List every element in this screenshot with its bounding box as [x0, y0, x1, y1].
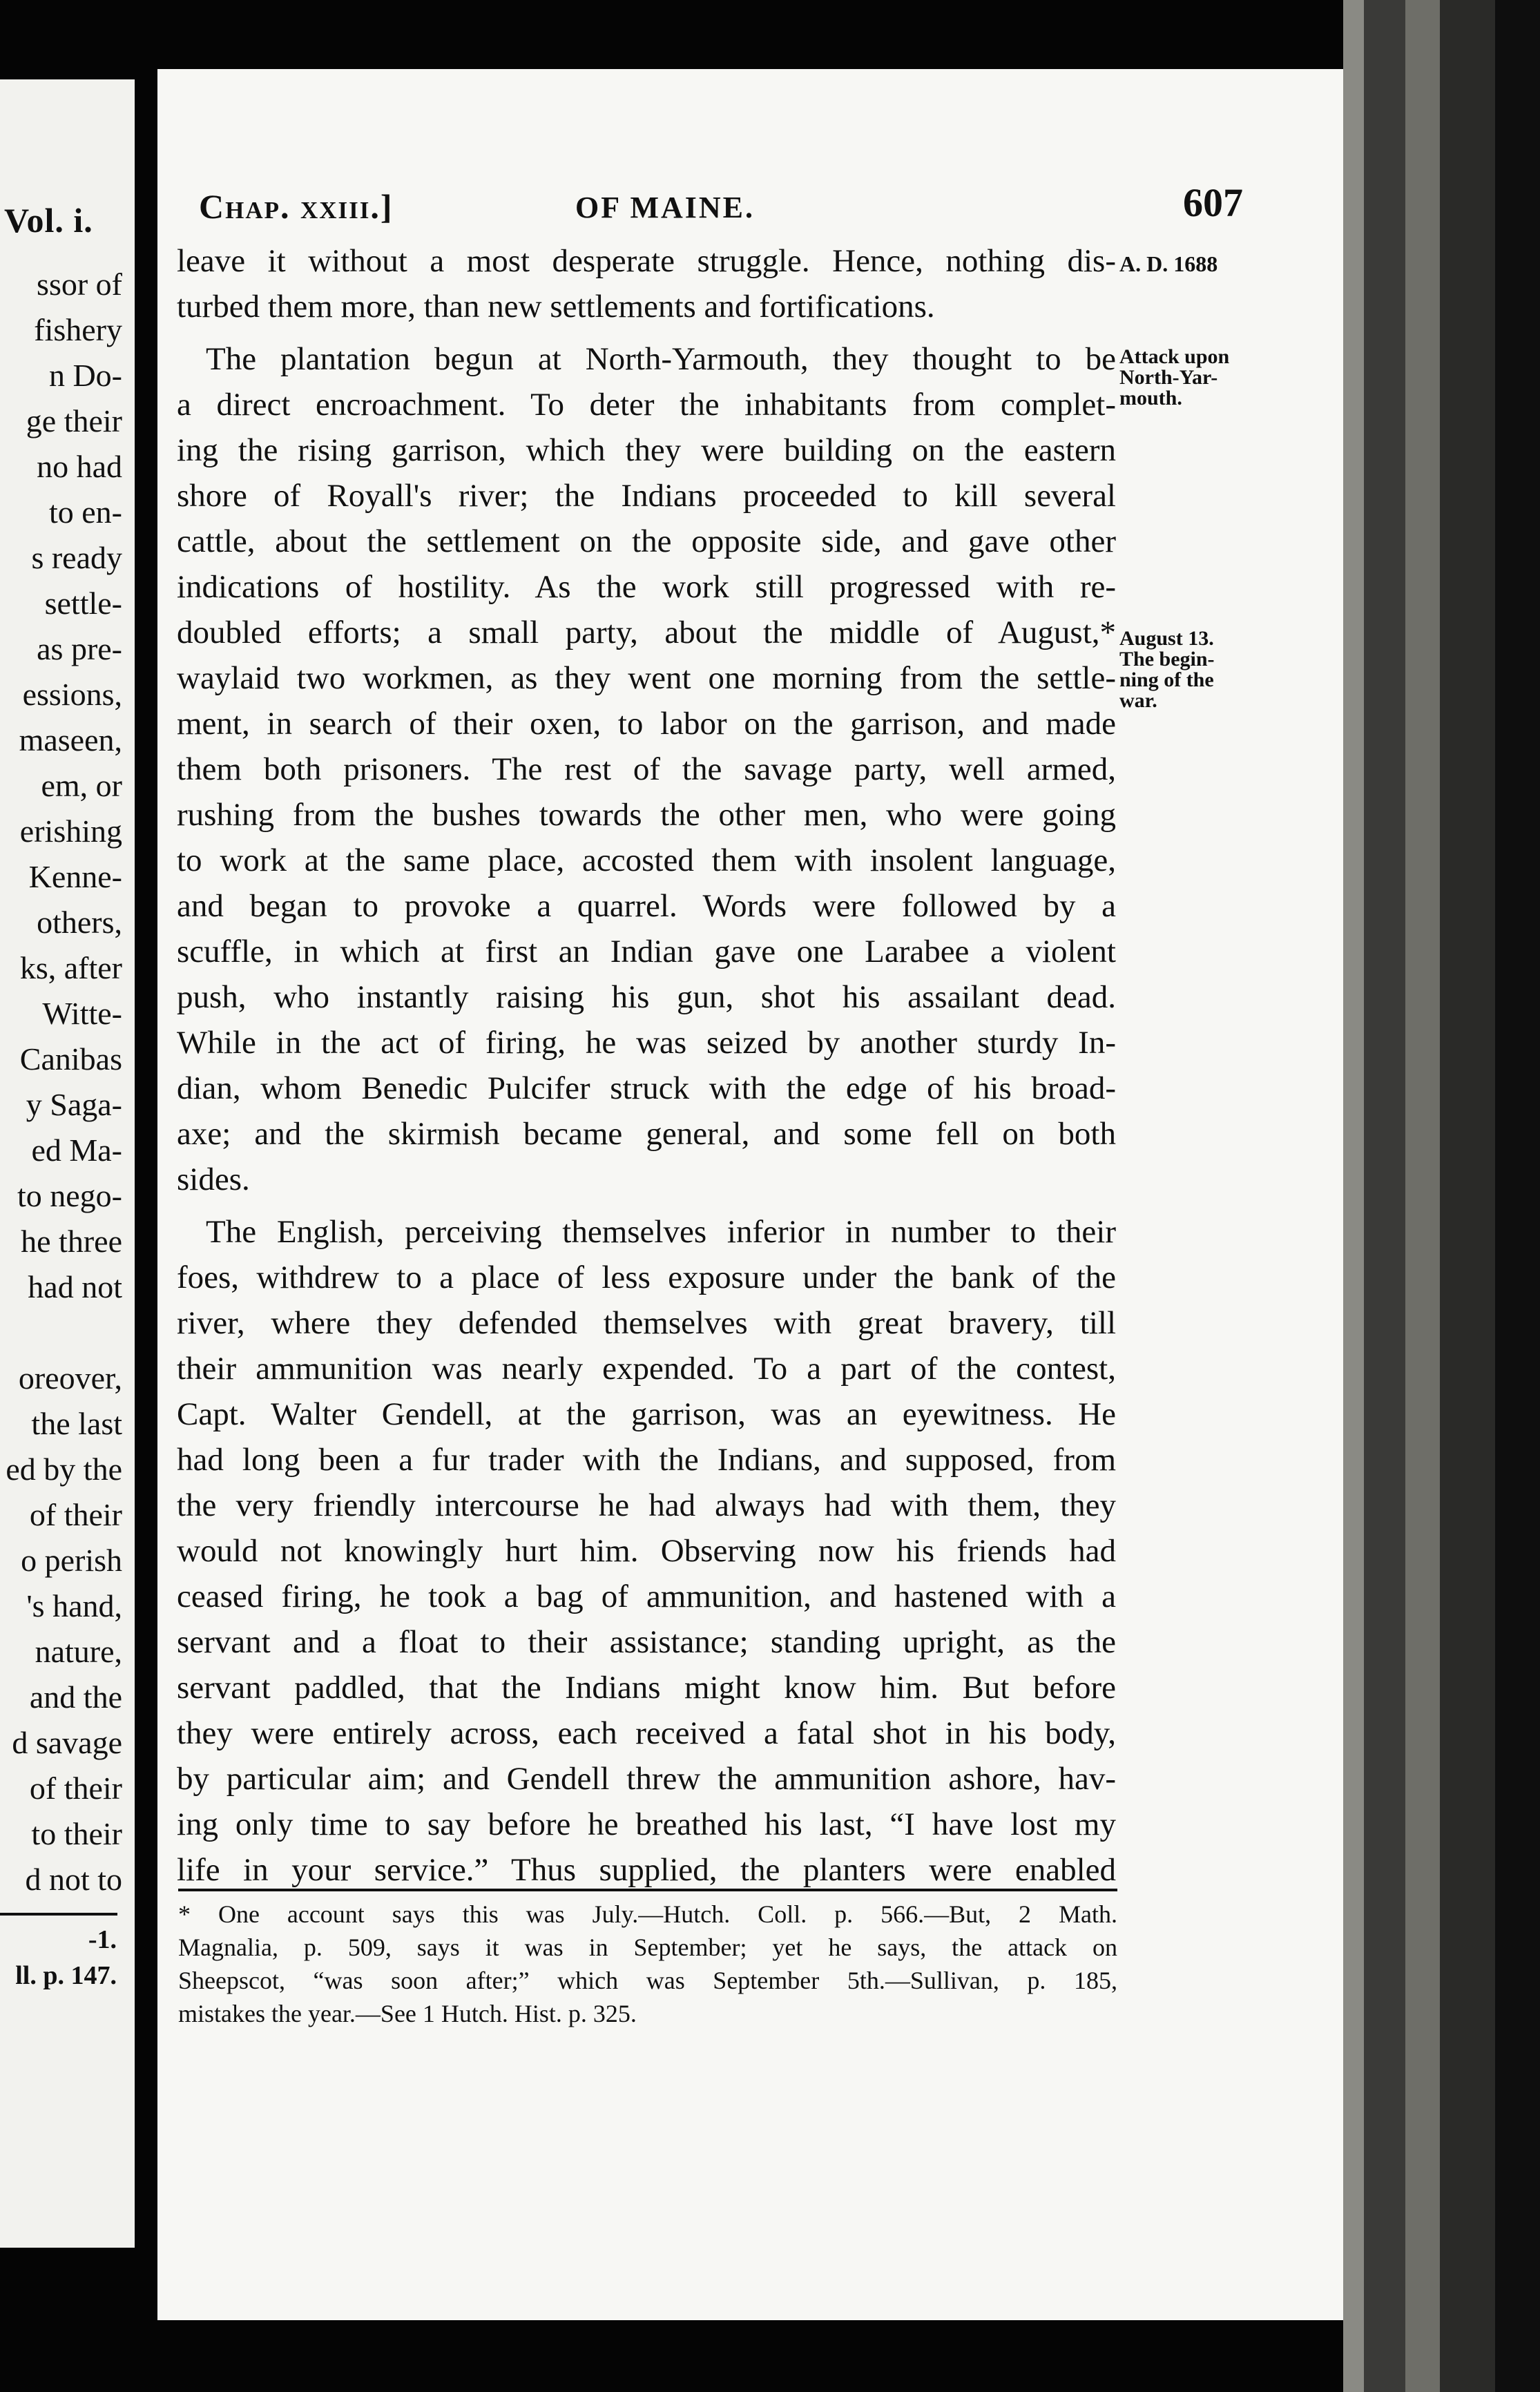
margin-note-line: August 13.	[1119, 627, 1214, 650]
left-text-line: to en-	[48, 494, 122, 530]
text-line: indications of hostility. As the work still progressed with re-	[177, 569, 1116, 605]
left-text-line: y Saga-	[26, 1087, 122, 1122]
text-line: dian, whom Benedic Pulcifer struck with the edge of his broad-	[177, 1070, 1116, 1106]
left-facing-page	[0, 79, 135, 2248]
footnote-line: mistakes the year.—See 1 Hutch. Hist. p. 325.	[178, 2000, 637, 2027]
left-text-line: nature,	[35, 1634, 122, 1669]
left-text-line: of their	[29, 1497, 122, 1532]
text-line: waylaid two workmen, as they went one morning from the settle-	[177, 660, 1116, 696]
text-line: rushing from the bushes towards the other men, who were going	[177, 797, 1116, 833]
margin-note-line: Attack upon	[1119, 345, 1230, 368]
text-line: them both prisoners. The rest of the savage party, well armed,	[177, 751, 1116, 787]
left-text-line: others,	[37, 905, 122, 940]
page-number: 607	[1183, 180, 1243, 225]
text-line: would not knowingly hurt him. Observing now his friends had	[177, 1533, 1116, 1569]
text-line: ing only time to say before he breathed his last, “I have lost my	[177, 1806, 1116, 1842]
text-line: While in the act of firing, he was seized by another sturdy In-	[177, 1025, 1116, 1061]
text-line: foes, withdrew to a place of less exposure under the bank of the	[177, 1260, 1116, 1295]
left-text-line: to nego-	[17, 1178, 122, 1213]
left-text-line: ed by the	[6, 1451, 122, 1487]
text-line: leave it without a most desperate struggle. Hence, nothing dis-	[177, 243, 1116, 279]
left-text-line: d savage	[12, 1725, 122, 1760]
text-line: The English, perceiving themselves inferior in number to their	[206, 1214, 1116, 1250]
left-text-line: the last	[31, 1406, 122, 1441]
text-line: axe; and the skirmish became general, and some fell on both	[177, 1116, 1116, 1152]
left-text-line: to their	[31, 1816, 122, 1851]
margin-note-line: The begin-	[1119, 648, 1215, 671]
text-line: river, where they defended themselves with great bravery, till	[177, 1305, 1116, 1341]
left-text-line: d not to	[25, 1862, 122, 1897]
left-text-line: as pre-	[37, 631, 122, 666]
left-text-line: em, or	[41, 768, 122, 803]
text-line: ment, in search of their oxen, to labor on the garrison, and made	[177, 706, 1116, 742]
left-text-line: Canibas	[19, 1041, 122, 1077]
footnote-rule	[178, 1889, 1117, 1891]
left-text-line: fishery	[34, 312, 122, 347]
left-text-line: ssor of	[37, 267, 122, 302]
running-head	[178, 180, 1343, 235]
left-text-line: he three	[21, 1224, 122, 1259]
margin-note-line: mouth.	[1119, 387, 1182, 409]
left-text-line: of their	[29, 1771, 122, 1806]
text-line: sides.	[177, 1161, 250, 1197]
left-text-line: ks, after	[19, 950, 122, 985]
left-text-line: settle-	[44, 586, 122, 621]
text-line: life in your service.” Thus supplied, the planters were enabled	[177, 1852, 1116, 1888]
text-line: had long been a fur trader with the Indians, and supposed, from	[177, 1442, 1116, 1478]
page-edges	[1343, 0, 1540, 2392]
text-line: a direct encroachment. To deter the inhabitants from complet-	[177, 387, 1116, 423]
text-line: by particular aim; and Gendell threw the ammunition ashore, hav-	[177, 1761, 1116, 1797]
left-text-line: ge their	[26, 403, 122, 438]
left-text-line: n Do-	[48, 358, 122, 393]
margin-note-line: ning of the	[1119, 668, 1214, 691]
footnote-line: Sheepscot, “was soon after;” which was September 5th.—Sullivan, p. 185,	[178, 1967, 1117, 1994]
text-line: servant and a float to their assistance; standing upright, as the	[177, 1624, 1116, 1660]
left-text-line: 's hand,	[26, 1588, 122, 1623]
left-footnote-line: ll. p. 147.	[15, 1961, 117, 1990]
chapter-heading: Chap. xxiii.]	[199, 187, 394, 226]
edge-band	[1495, 0, 1540, 2392]
text-line: doubled efforts; a small party, about the middle of August,*	[177, 615, 1116, 650]
text-line: The plantation begun at North-Yarmouth, they thought to be	[206, 341, 1116, 377]
left-text-line: s ready	[31, 540, 122, 575]
edge-band	[1343, 0, 1364, 2392]
text-line: shore of Royall's river; the Indians proceeded to kill several	[177, 478, 1116, 514]
left-page-header: Vol. i.	[4, 201, 93, 240]
left-footnote-line: -1.	[88, 1925, 117, 1954]
left-text-line: Kenne-	[28, 859, 122, 894]
book-page	[157, 69, 1343, 2320]
text-line: push, who instantly raising his gun, shot his assailant dead.	[177, 979, 1116, 1015]
left-text-line: maseen,	[19, 722, 122, 758]
text-line: the very friendly intercourse he had always had with them, they	[177, 1487, 1116, 1523]
left-text-line: no had	[37, 449, 122, 484]
text-line: they were entirely across, each received a fatal shot in his body,	[177, 1715, 1116, 1751]
book-title-heading: OF MAINE.	[575, 191, 755, 224]
left-text-line: o perish	[21, 1543, 122, 1578]
left-text-line: ed Ma-	[31, 1132, 122, 1168]
left-text-line: had not	[28, 1269, 122, 1304]
left-text-line: and the	[29, 1679, 122, 1715]
margin-note-attack	[1119, 347, 1258, 409]
text-line: scuffle, in which at first an Indian gave one Larabee a violent	[177, 934, 1116, 970]
text-line: to work at the same place, accosted them with insolent language,	[177, 842, 1116, 878]
left-footnote-rule	[0, 1913, 117, 1916]
text-line: and began to provoke a quarrel. Words were followed by a	[177, 888, 1116, 924]
footnote-line: * One account says this was July.—Hutch. Coll. p. 566.—But, 2 Math.	[178, 1900, 1117, 1928]
text-line: turbed them more, than new settlements and fortifications.	[177, 289, 935, 325]
left-text-line: erishing	[19, 813, 122, 849]
margin-note-line: war.	[1119, 689, 1157, 712]
text-line: cattle, about the settlement on the opposite side, and gave other	[177, 523, 1116, 559]
footnote-line: Magnalia, p. 509, says it was in September; yet he says, the attack on	[178, 1933, 1117, 1961]
text-line: ceased firing, he took a bag of ammunition, and hastened with a	[177, 1579, 1116, 1614]
edge-band	[1440, 0, 1495, 2392]
left-text-line: Witte-	[42, 996, 122, 1031]
text-line: their ammunition was nearly expended. To a part of the contest,	[177, 1351, 1116, 1387]
edge-band	[1364, 0, 1405, 2392]
edge-band	[1405, 0, 1440, 2392]
text-line: Capt. Walter Gendell, at the garrison, was an eyewitness. He	[177, 1396, 1116, 1432]
text-line: ing the rising garrison, which they were building on the eastern	[177, 432, 1116, 468]
margin-note-year: A. D. 1688	[1119, 251, 1218, 276]
margin-note-line: North-Yar-	[1119, 366, 1218, 389]
margin-note-august	[1119, 628, 1258, 711]
left-text-line: essions,	[22, 677, 122, 712]
left-text-line: oreover,	[18, 1360, 122, 1396]
text-line: servant paddled, that the Indians might know him. But before	[177, 1670, 1116, 1706]
